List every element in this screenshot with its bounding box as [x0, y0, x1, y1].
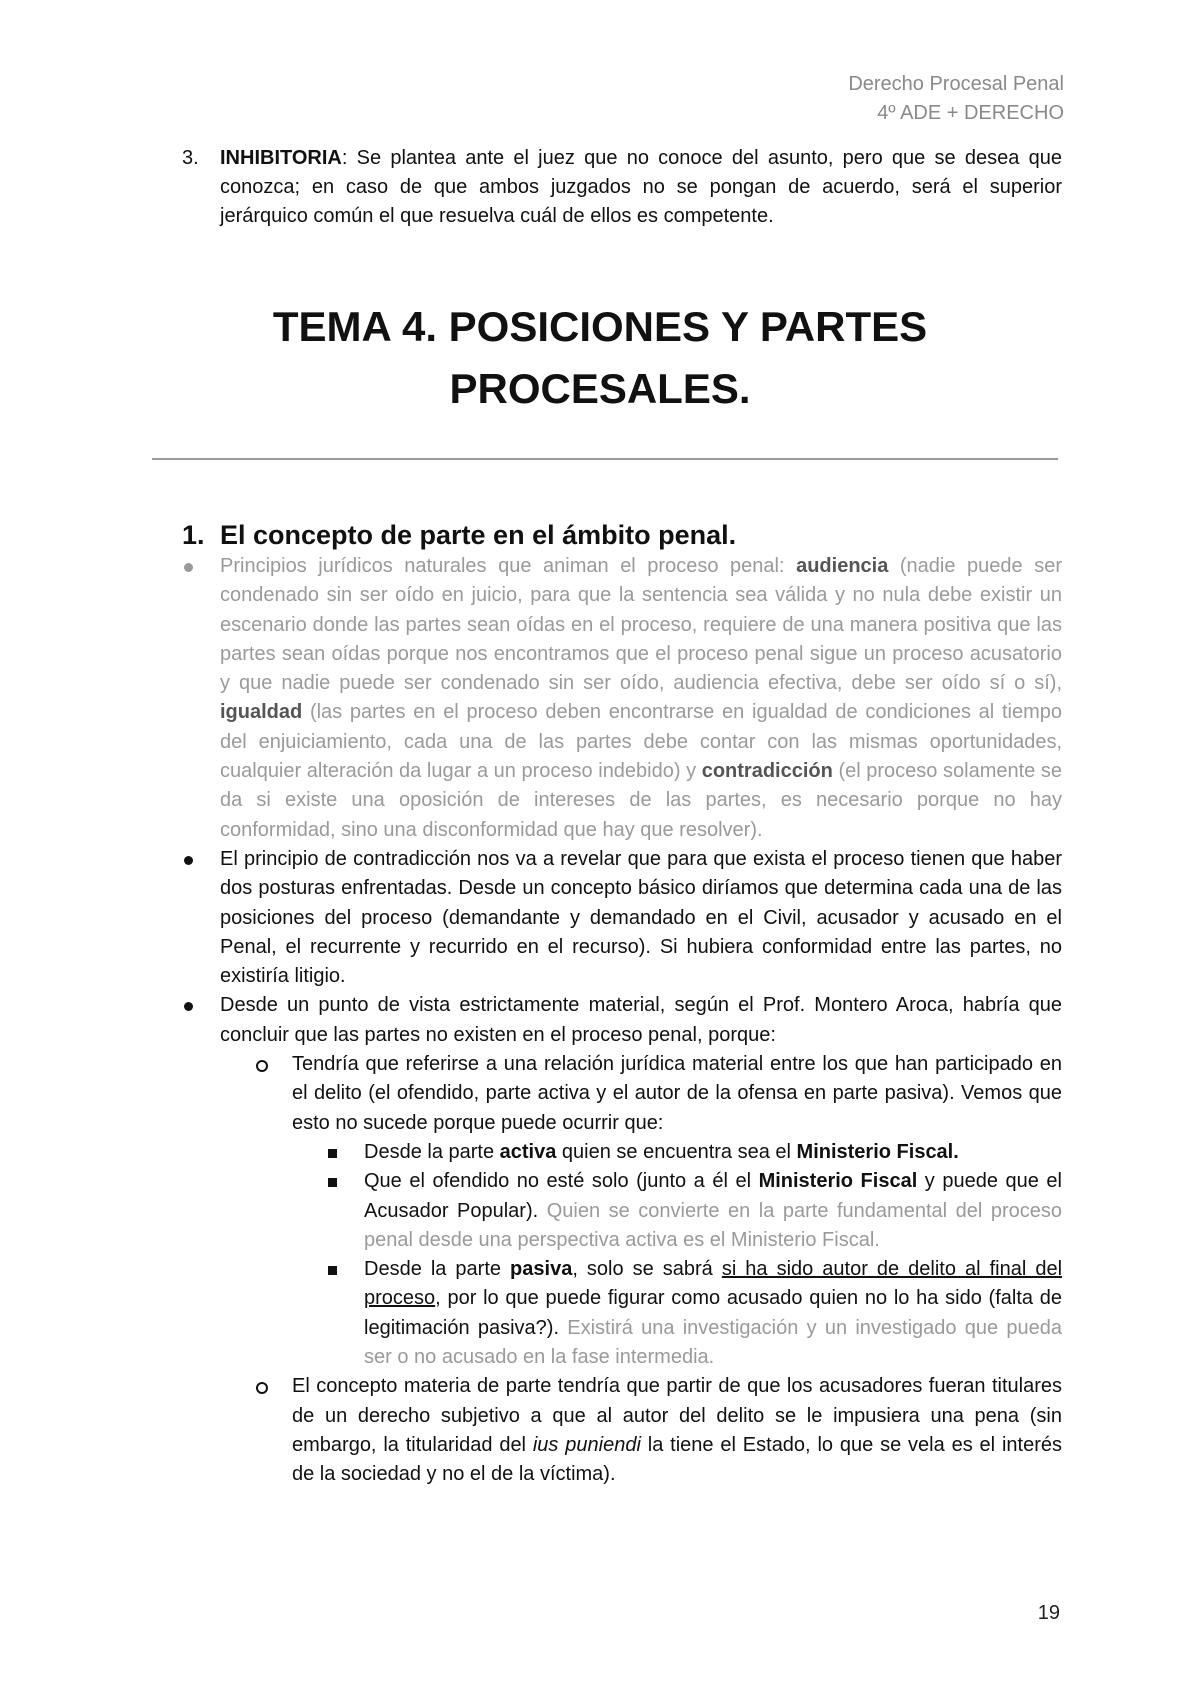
text-run: Desde la parte [364, 1140, 500, 1163]
bullet-circle-icon [256, 1372, 268, 1403]
inhibitoria-term: INHIBITORIA [220, 147, 342, 169]
keyword-audiencia: audiencia [796, 555, 889, 577]
page-header [848, 70, 1064, 128]
text-run: y puede que el Acusador Popular). [364, 1170, 1062, 1222]
text-run: (las partes en el proceso deben encontrarse en igualdad de condiciones al tiempo del enjuiciamiento, cada una de las partes debe contar con las mismas oportunidades, cualquier alteración da lugar a un proceso indebido) y [220, 701, 1062, 783]
keyword-activa: activa [499, 1140, 557, 1163]
inhibitoria-text [220, 144, 1062, 231]
subsubbullet-parte-activa [182, 1138, 1062, 1167]
text-run: Que el ofendido no esté solo (junto a él el [364, 1170, 759, 1193]
inhibitoria-item [182, 144, 1062, 231]
bullet-contradiccion [182, 845, 1062, 991]
chapter-title [140, 296, 1060, 420]
bullet-montero-aroca [182, 991, 1062, 1050]
italic-term: ius puniendi [532, 1433, 641, 1456]
header-degree: 4º ADE + DERECHO [877, 102, 1064, 124]
text-run: Tendría que referirse a una relación jurídica material entre los que han participado en el delito (el ofendido, parte activa y el autor de la ofensa en parte pasiva). Vemos que esto no sucede porque puede ocurrir que: [292, 1053, 1062, 1134]
text-run: El concepto materia de parte tendría que partir de que los acusadores fueran titulares de un derecho subjetivo a que al autor del delito se le impusiera una pena (sin embargo, la titularidad del [292, 1375, 1062, 1456]
bullet-square-icon [328, 1255, 337, 1284]
bullet-principios [182, 552, 1062, 845]
bullet-square-icon [328, 1138, 337, 1167]
text-run: quien se encuentra sea el [556, 1140, 797, 1163]
list-number: 3. [182, 147, 199, 169]
keyword-ministerio-fiscal: Ministerio Fiscal. [796, 1140, 959, 1163]
header-course: Derecho Procesal Penal [848, 73, 1064, 95]
page-number: 19 [1037, 1602, 1060, 1624]
text-run: Principios jurídicos naturales que animan el proceso penal: [220, 555, 797, 577]
subsubbullet-ofendido [182, 1167, 1062, 1255]
bullet-dot-icon [184, 552, 193, 581]
bullet-dot-icon [184, 991, 193, 1020]
text-run: la tiene el Estado, lo que se vela es el interés de la sociedad y no el de la víctima). [292, 1433, 1062, 1486]
bullet-dot-icon [184, 845, 193, 874]
text-run: , solo se sabrá [572, 1258, 722, 1281]
text-run: Desde la parte [364, 1258, 511, 1281]
subbullet-concepto-materia [182, 1372, 1062, 1489]
bullet-square-icon [328, 1167, 337, 1196]
underlined-text: si ha sido autor de delito al final del proceso [364, 1258, 1063, 1310]
text-run: (nadie puede ser condenado sin ser oído en juicio, para que la sentencia sea válida y no nula debe existir un escenario donde las partes sean oídas en el proceso, requiere de una manera positiva que las partes sean oídas porque nos encontramos que el proceso penal sigue un proceso acusatorio y que nadie puede ser condenado sin ser oído, audiencia efectiva, debe ser oído sí o sí), [220, 555, 1063, 695]
horizontal-divider [152, 458, 1058, 460]
chapter-title-line1: TEMA 4. POSICIONES Y PARTES [272, 303, 928, 350]
inhibitoria-definition: : Se plantea ante el juez que no conoce del asunto, pero que se desea que conozca; en caso de que ambos juzgados no se pongan de acuerdo, será el superior jerárquico común el que resuelva cuál de ellos es competente. [220, 147, 1062, 227]
text-run: El principio de contradicción nos va a revelar que para que exista el proceso tienen que haber dos posturas enfrentadas. Desde un concepto básico diríamos que determina cada una de las posiciones del proceso (demandante y demandado en el Civil, acusador y acusado en el Penal, el recurrente y recurrido en el recurso). Si hubiera conformidad entre las partes, no existiría litigio. [220, 847, 1062, 988]
section-heading [182, 518, 736, 552]
text-run: (el proceso solamente se da si existe una oposición de intereses de las partes, es necesario porque no hay conformidad, sino una disconformidad que hay que resolver). [220, 760, 1062, 841]
subsubbullet-parte-pasiva [182, 1255, 1062, 1372]
keyword-ministerio-fiscal: Ministerio Fiscal [758, 1170, 918, 1193]
text-run: Desde un punto de vista estrictamente material, según el Prof. Montero Aroca, habría que concluir que las partes no existen en el proceso penal, porque: [220, 994, 1062, 1046]
keyword-contradiccion: contradicción [701, 760, 833, 783]
text-run: , por lo que puede figurar como acusado quien no lo ha sido (falta de legitimación pasiva?). [364, 1287, 1062, 1339]
grey-note: Existirá una investigación y un investigado que pueda ser o no acusado en la fase intermedia. [364, 1316, 1062, 1369]
section-title: El concepto de parte en el ámbito penal. [220, 520, 737, 550]
keyword-igualdad: igualdad [220, 701, 303, 724]
grey-note: Quien se convierte en la parte fundamental del proceso penal desde una perspectiva activa es el Ministerio Fiscal. [364, 1199, 1062, 1251]
chapter-title-line2: PROCESALES. [449, 365, 751, 412]
subbullet-relacion-juridica [182, 1050, 1062, 1138]
section-body [182, 552, 1062, 1490]
keyword-pasiva: pasiva [510, 1258, 573, 1281]
bullet-circle-icon [256, 1050, 268, 1081]
section-number: 1. [182, 520, 205, 550]
